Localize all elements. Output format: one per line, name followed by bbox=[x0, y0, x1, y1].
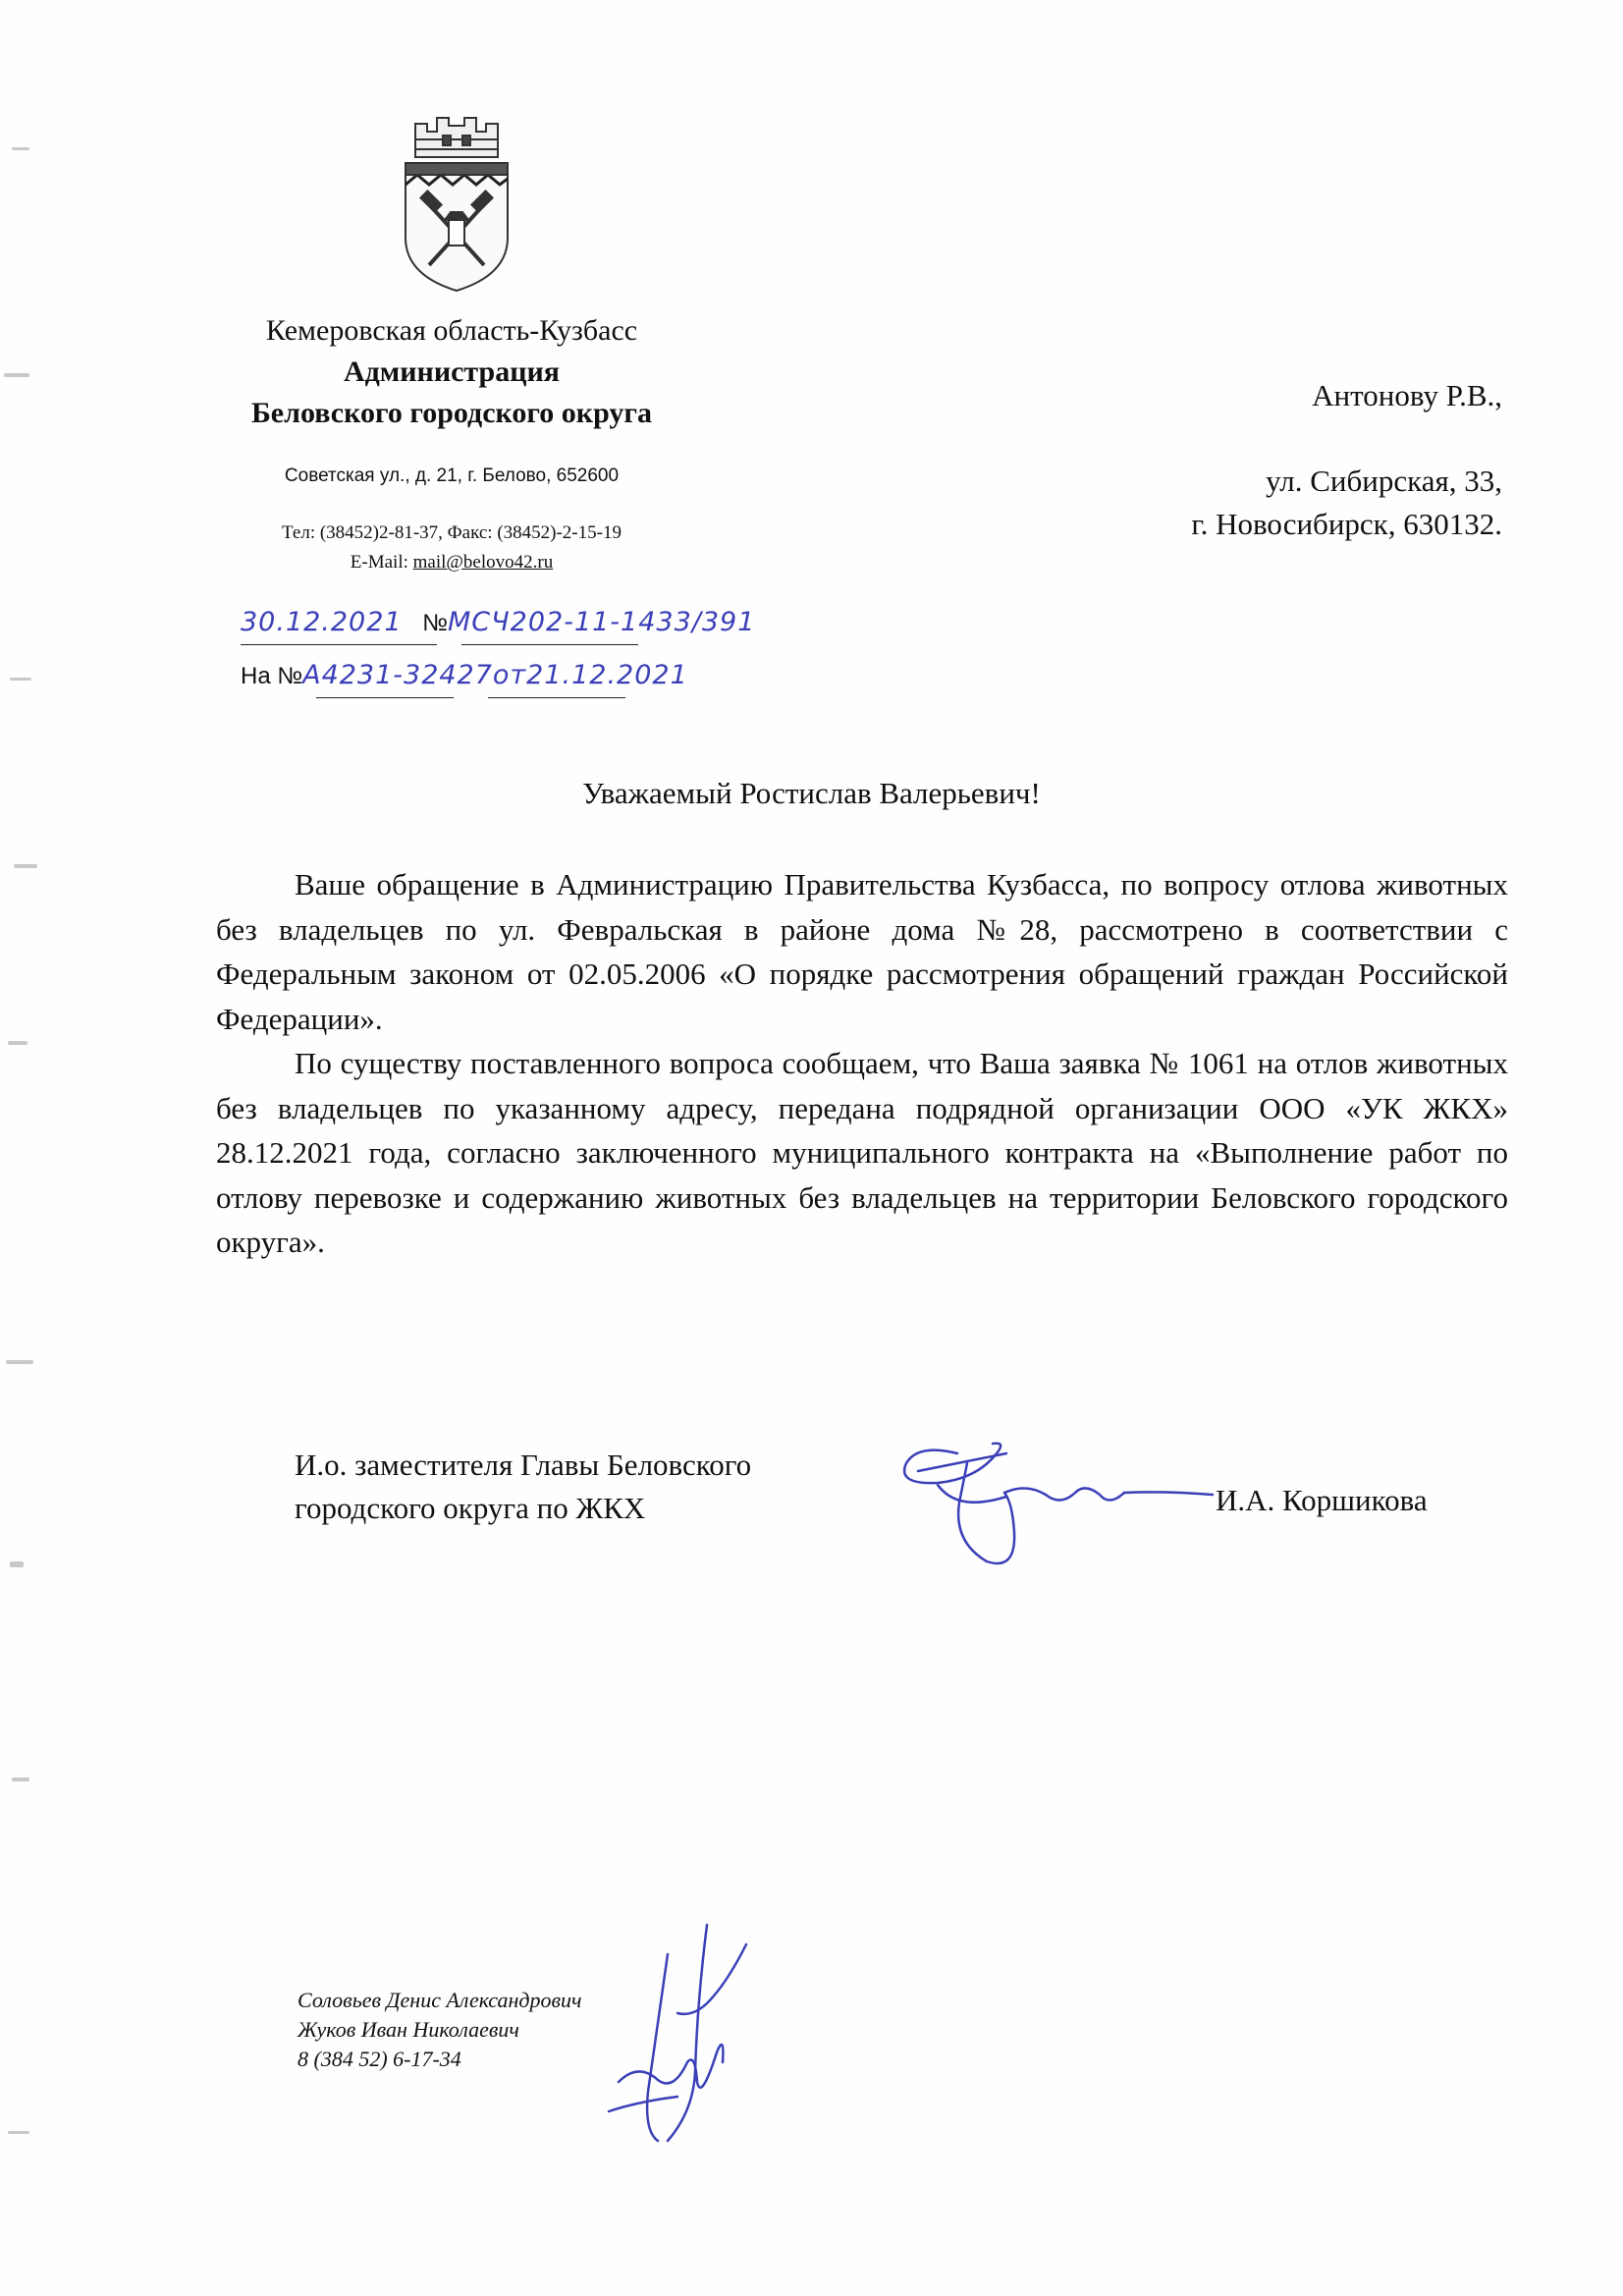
reply-number: А4231-32427 bbox=[302, 660, 493, 690]
registration-date: 30.12.2021 bbox=[241, 607, 403, 637]
reply-date: 21.12.2021 bbox=[526, 660, 688, 690]
addressee-street: ул. Сибирская, 33, bbox=[1266, 464, 1502, 498]
scan-artifact bbox=[8, 2131, 29, 2134]
official-signature bbox=[898, 1424, 1222, 1601]
scan-artifact bbox=[10, 1561, 24, 1567]
reply-line bbox=[241, 660, 688, 690]
signatory-title-line-1: И.о. заместителя Главы Беловского bbox=[295, 1448, 752, 1482]
date-underline bbox=[241, 644, 437, 645]
body-paragraph-2: По существу поставленного вопроса сообщаем, что Ваша заявка № 1061 на отлов животных без владельцев по указанному адресу, передана подрядной организации ООО «УК ЖКХ» 28.12.2021 года, согласно заключенного муниципального контракта на «Выполнение работ по отлову перевозке и содержанию животных без владельцев на территории Беловского городского округа». bbox=[216, 1046, 1508, 1259]
reply-date-underline bbox=[488, 697, 625, 698]
signatory-title-line-2: городского округа по ЖКХ bbox=[295, 1491, 646, 1525]
body-paragraph-1: Ваше обращение в Администрацию Правительства Кузбасса, по вопросу отлова животных без владельцев по ул. Февральская в районе дома №28, рассмотрено в соответствии с Федеральным законом от 02.05.2006 «О порядке рассмотрения обращений граждан Российской Федерации». bbox=[216, 867, 1508, 1036]
signatory-title bbox=[295, 1444, 751, 1530]
letterhead-address: Советская ул., д. 21, г. Белово, 652600 bbox=[284, 465, 620, 486]
reply-of-label: от bbox=[492, 660, 527, 690]
letterhead-phone: Тел: (38452)2-81-37, Факс: (38452)-2-15-19 bbox=[282, 522, 622, 543]
letterhead-administration: Администрация bbox=[343, 355, 561, 388]
scan-artifact bbox=[8, 1041, 27, 1045]
reply-label: На № bbox=[241, 663, 303, 689]
executor-1: Соловьев Денис Александрович bbox=[298, 1988, 582, 2012]
executor-signature bbox=[599, 1915, 815, 2151]
scan-artifact bbox=[12, 147, 29, 150]
letterhead-district: Беловского городского округа bbox=[250, 397, 653, 429]
scan-artifact bbox=[12, 1777, 29, 1781]
email-label: E-Mail: bbox=[350, 552, 413, 573]
number-underline bbox=[461, 644, 638, 645]
reply-number-underline bbox=[316, 697, 454, 698]
registration-number: МСЧ202-11-1433/391 bbox=[448, 607, 756, 637]
addressee-name: Антонову Р.В., bbox=[1312, 378, 1502, 412]
signatory-name: И.А. Коршикова bbox=[1216, 1483, 1428, 1517]
greeting: Уважаемый Ростислав Валерьевич! bbox=[582, 776, 1041, 810]
executor-2: Жуков Иван Николаевич bbox=[298, 2017, 519, 2042]
letterhead-region: Кемеровская область-Кузбасс bbox=[265, 314, 638, 347]
registration-line bbox=[241, 607, 755, 637]
executors bbox=[298, 1986, 582, 2074]
scan-artifact bbox=[14, 864, 37, 868]
letterhead-email bbox=[137, 552, 766, 574]
email-link[interactable]: mail@belovo42.ru bbox=[412, 552, 554, 573]
executor-phone: 8 (384 52) 6-17-34 bbox=[298, 2047, 461, 2071]
scan-artifact bbox=[4, 373, 29, 377]
scan-artifact bbox=[10, 678, 31, 681]
scan-artifact bbox=[6, 1360, 33, 1364]
city-coat-of-arms-icon bbox=[388, 110, 525, 297]
registration-number-label: № bbox=[422, 610, 449, 636]
addressee-city: г. Новосибирск, 630132. bbox=[1191, 507, 1502, 541]
